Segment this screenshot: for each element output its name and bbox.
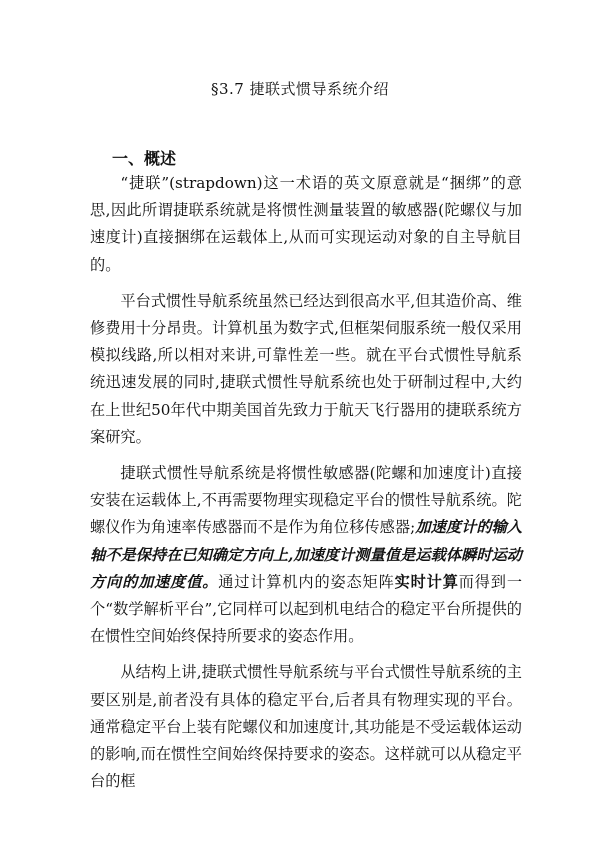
paragraph-2: 平台式惯性导航系统虽然已经达到很高水平,但其造价高、维修费用十分昂贵。计算机虽为数字式,但框架伺服系统一般仅采用模拟线路,所以相对来讲,可靠性差一些。就在平台式惯性导航系统迅速发展的同时,捷联式惯性导航系统也处于研制过程中,大约在上世纪50年代中期美国首先致力于航天飞行器用的捷联系统方案研究。	[90, 291, 522, 446]
bold-text: 实时计算	[394, 572, 459, 591]
paragraph-4: 从结构上讲,捷联式惯性导航系统与平台式惯性导航系统的主要区别是,前者没有具体的稳定平台,后者具有物理实现的平台。通常稳定平台上装有陀螺仪和加速度计,其功能是不受运载体运动的影响,而在惯性空间始终保持要求的姿态。这样就可以从稳定平台的框	[90, 663, 522, 791]
paragraph-3	[90, 460, 522, 650]
paragraph-1: “捷联”(strapdown)这一术语的英文原意就是“捆绑”的意思,因此所谓捷联系统就是将惯性测量装置的敏感器(陀螺仪与加速度计)直接捆绑在运载体上,从而可实现运动对象的自主导航目的。	[90, 174, 522, 274]
emphasized-text: 加速度计的输入轴不是保持在已知确定方向上,加速度计测量值是运载体瞬时运动方向的加速度值。	[90, 518, 523, 591]
document-body	[90, 170, 522, 804]
paragraph-3-text-2: 通过计算机内的姿态矩阵	[218, 572, 395, 591]
paragraph-3-text-1: 捷联式惯性导航系统是将惯性敏感器(陀螺和加速度计)直接安装在运载体上,不再需要物理实现稳定平台的惯性导航系统。陀螺仪作为角速率传感器而不是作为角位移传感器;	[90, 464, 522, 537]
paragraph-3-text-3: 而得到一个“数学解析平台”,它同样可以起到机电结合的稳定平台所提供的在惯性空间始终保持所要求的姿态作用。	[90, 572, 522, 646]
page-title: §3.7 捷联式惯导系统介绍	[210, 80, 390, 98]
section-heading: 一、概述	[112, 149, 177, 168]
